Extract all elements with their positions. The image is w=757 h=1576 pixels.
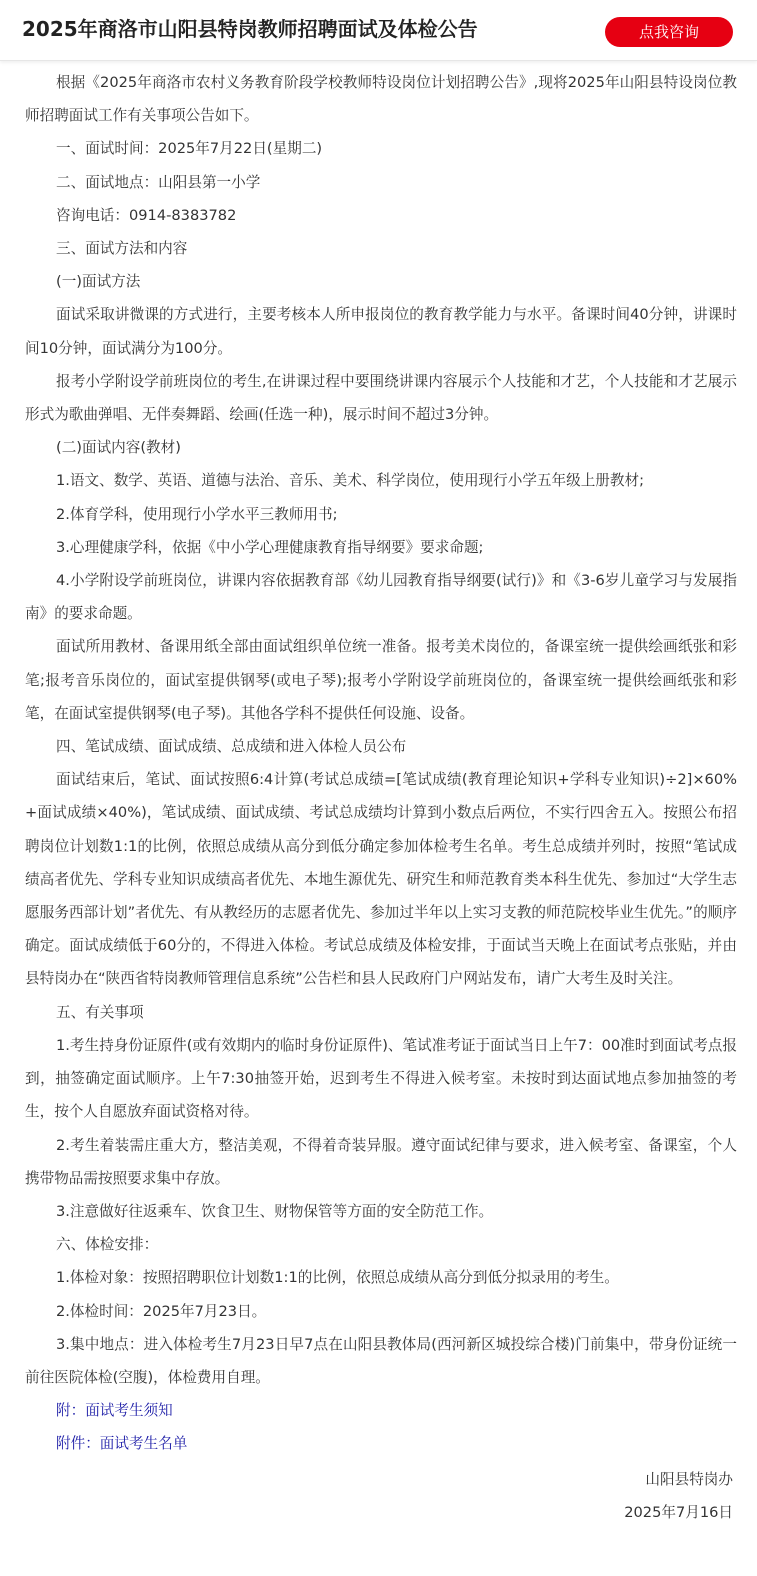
- paragraph-matters-1: 1.考生持身份证原件(或有效期内的临时身份证原件)、笔试准考证于面试当日上午7：00准时到面试考点报到，抽签确定面试顺序。上午7:30抽签开始，迟到考生不得进入候考室。未按时到达面试地点参加抽签的考生，按个人自愿放弃面试资格对待。: [25, 1036, 737, 1121]
- paragraph-preschool-talent: 报考小学附设学前班岗位的考生,在讲课过程中要围绕讲课内容展示个人技能和才艺，个人技能和才艺展示形式为歌曲弹唱、无伴奏舞蹈、绘画(任选一种)，展示时间不超过3分钟。: [25, 372, 737, 424]
- section-heading-physical: 六、体检安排：: [56, 1236, 159, 1254]
- paragraph-content-2: 2.体育学科，使用现行小学水平三教师用书;: [56, 505, 338, 523]
- section-heading-matters: 五、有关事项: [56, 1003, 144, 1021]
- paragraph-matters-3: 3.注意做好往返乘车、饮食卫生、财物保管等方面的安全防范工作。: [56, 1202, 494, 1220]
- paragraph-intro: 根据《2025年商洛市农村义务教育阶段学校教师特设岗位计划招聘公告》,现将2025年山阳县特设岗位教师招聘面试工作有关事项公告如下。: [25, 74, 737, 125]
- paragraph-matters-2: 2.考生着装需庄重大方，整洁美观，不得着奇装异服。遵守面试纪律与要求，进入候考室、备课室，个人携带物品需按照要求集中存放。: [25, 1136, 737, 1187]
- paragraph-content-1: 1.语文、数学、英语、道德与法治、音乐、美术、科学岗位，使用现行小学五年级上册教材;: [56, 472, 645, 490]
- paragraph-materials: 面试所用教材、备课用纸全部由面试组织单位统一准备。报考美术岗位的，备课室统一提供绘画纸张和彩笔;报考音乐岗位的，面试室提供钢琴(或电子琴);报考小学附设学前班岗位的，备课室统一提供绘画纸张和彩笔，在面试室提供钢琴(电子琴)。其他各学科不提供任何设施、设备。: [25, 638, 737, 722]
- publish-date: 2025年7月16日: [624, 1503, 733, 1521]
- page-header: [0, 0, 757, 61]
- paragraph-consult-phone: 咨询电话：0914-8383782: [56, 206, 237, 224]
- section-heading-method: 三、面试方法和内容: [56, 240, 188, 258]
- article-body: [25, 66, 737, 1529]
- paragraph-content-4: 4.小学附设学前班岗位，讲课内容依据教育部《幼儿园教育指导纲要(试行)》和《3-6岁儿童学习与发展指南》的要求命题。: [25, 572, 737, 623]
- paragraph-content-3: 3.心理健康学科，依据《中小学心理健康教育指导纲要》要求命题;: [56, 538, 484, 556]
- consult-button[interactable]: 点我咨询: [605, 17, 733, 47]
- signature: 山阳县特岗办: [645, 1470, 733, 1488]
- page-title: 2025年商洛市山阳县特岗教师招聘面试及体检公告: [22, 17, 478, 41]
- subheading-content: (二)面试内容(教材): [56, 439, 181, 457]
- paragraph-scores: 面试结束后，笔试、面试按照6:4计算(考试总成绩=[笔试成绩(教育理论知识+学科专业知识)÷2]×60%+面试成绩×40%)，笔试成绩、面试成绩、考试总成绩均计算到小数点后两位，不实行四舍五入。按照公布招聘岗位计划数1:1的比例，依照总成绩从高分到低分确定参加体检考生名单。考生总成绩并列时，按照“笔试成绩高者优先、学科专业知识成绩高者优先、本地生源优先、研究生和师范教育类本科生优先、参加过“大学生志愿服务西部计划”者优先、有从教经历的志愿者优先、参加过半年以上实习支教的师范院校毕业生优先。”的顺序确定。面试成绩低于60分的，不得进入体检。考试总成绩及体检安排，于面试当天晚上在面试考点张贴，并由县特岗办在“陕西省特岗教师管理信息系统”公告栏和县人民政府门户网站发布，请广大考生及时关注。: [25, 771, 737, 988]
- link-candidate-list[interactable]: 附件：面试考生名单: [56, 1435, 188, 1453]
- paragraph-method: 面试采取讲微课的方式进行，主要考核本人所申报岗位的教育教学能力与水平。备课时间40分钟，讲课时间10分钟，面试满分为100分。: [25, 306, 737, 357]
- section-heading-scores: 四、笔试成绩、面试成绩、总成绩和进入体检人员公布: [56, 738, 407, 756]
- paragraph-physical-2: 2.体检时间：2025年7月23日。: [56, 1302, 267, 1320]
- paragraph-interview-time: 一、面试时间：2025年7月22日(星期二): [56, 140, 323, 158]
- paragraph-interview-location: 二、面试地点：山阳县第一小学: [56, 173, 261, 191]
- link-interview-notice[interactable]: 附：面试考生须知: [56, 1402, 173, 1420]
- subheading-method: (一)面试方法: [56, 273, 141, 291]
- paragraph-physical-3: 3.集中地点：进入体检考生7月23日早7点在山阳县教体局(西河新区城投综合楼)门前集中，带身份证统一前往医院体检(空腹)，体检费用自理。: [25, 1335, 737, 1386]
- paragraph-physical-1: 1.体检对象：按照招聘职位计划数1:1的比例，依照总成绩从高分到低分拟录用的考生。: [56, 1269, 619, 1287]
